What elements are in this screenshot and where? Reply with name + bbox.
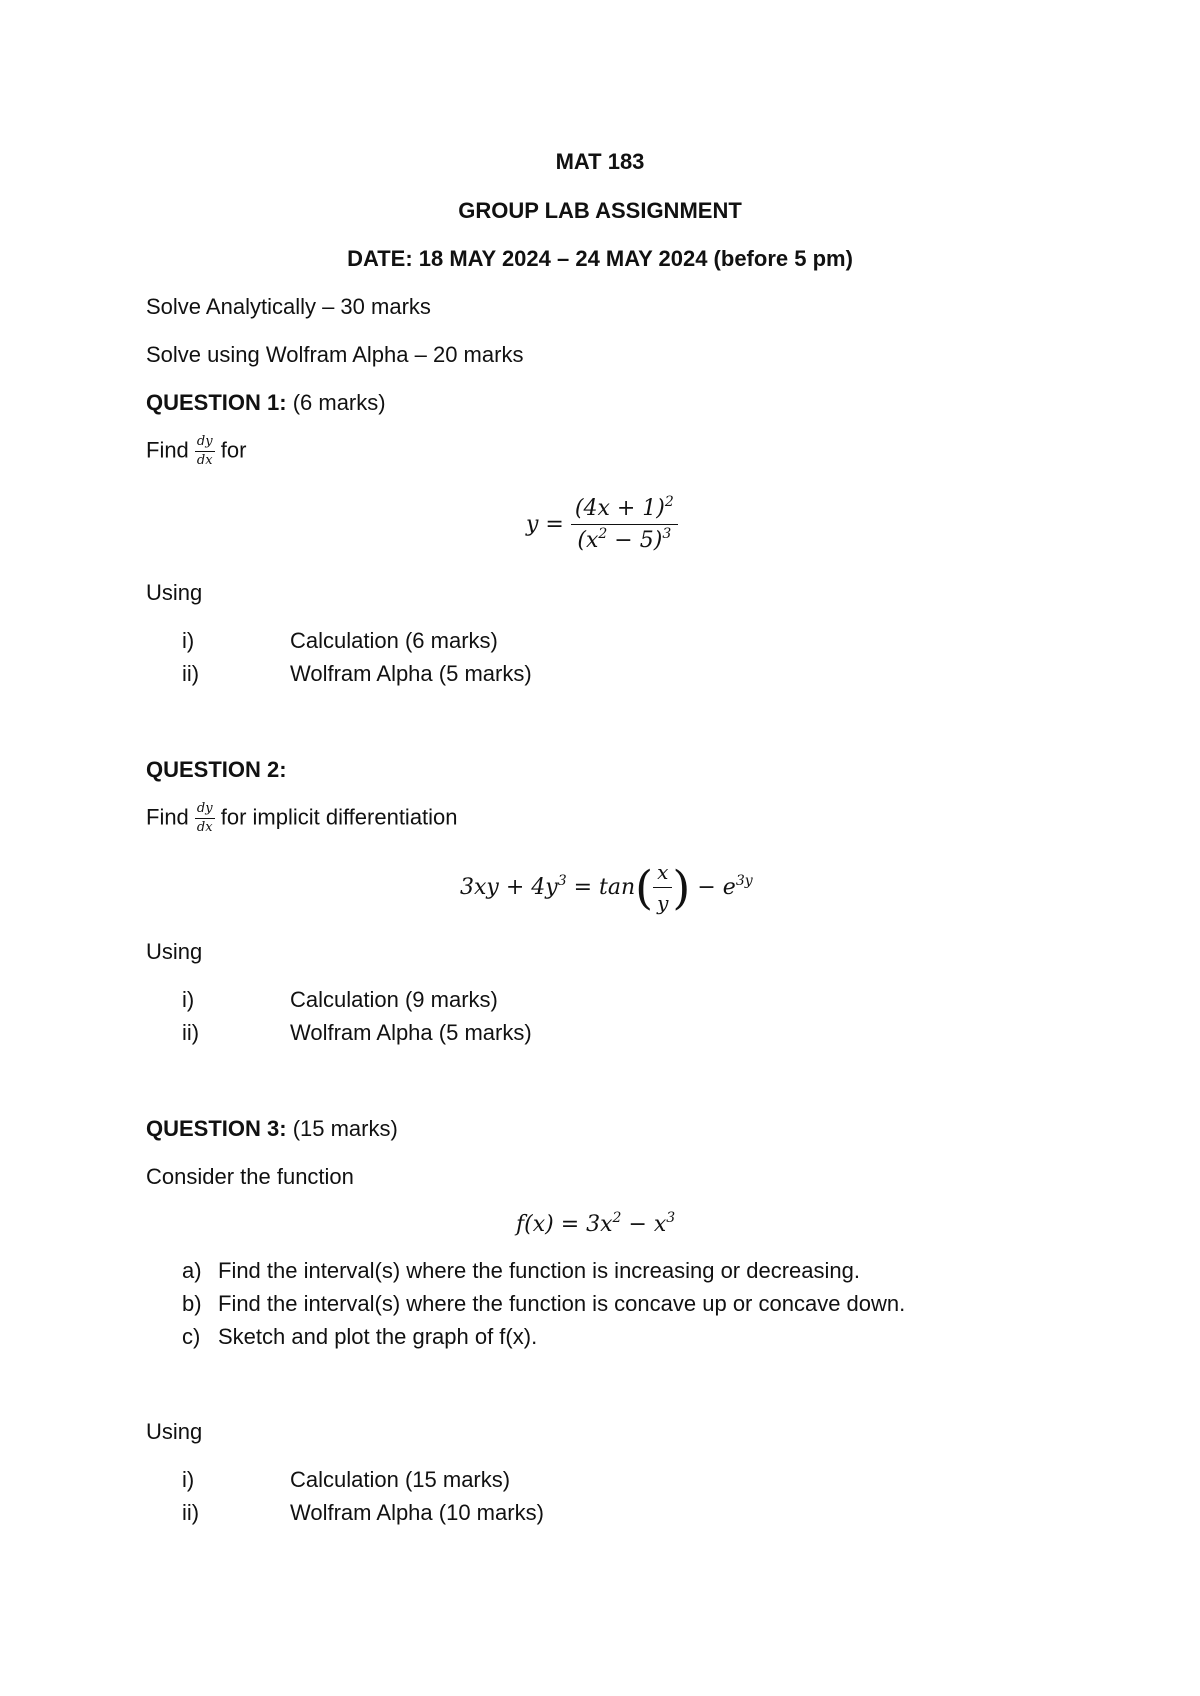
q1-eq-num-text: (4x + 1) xyxy=(574,496,665,521)
q1-eq-fraction xyxy=(571,496,678,553)
q1-dx: dx xyxy=(196,453,213,468)
q3-eq-b-exp: 3 xyxy=(666,1210,676,1226)
q1-eq-num-exp: 2 xyxy=(664,494,674,510)
q2-item-2-text: Wolfram Alpha (5 marks) xyxy=(290,1020,532,1045)
q2-eq-c xyxy=(690,875,752,900)
q1-eq-denominator xyxy=(571,525,678,553)
q2-item-1-text: Calculation (9 marks) xyxy=(290,987,498,1012)
q3-part-b xyxy=(182,1291,905,1317)
q3-equation xyxy=(516,1212,675,1237)
q1-eq-numerator xyxy=(571,496,678,525)
q2-dy: dy xyxy=(195,801,215,819)
q2-dydx-fraction xyxy=(195,801,215,836)
q1-eq-den-exp1: 2 xyxy=(598,526,608,542)
q2-eq-frac-num: x xyxy=(653,860,672,888)
q2-eq-a-exp: 3 xyxy=(557,873,567,889)
q3-part-a-text: Find the interval(s) where the function is increasing or decreasing. xyxy=(218,1258,860,1283)
q3-heading-line xyxy=(146,1116,398,1142)
q1-eq-den-mid: − 5) xyxy=(607,528,663,553)
assignment-title: GROUP LAB ASSIGNMENT xyxy=(458,198,742,223)
q3-marks: (15 marks) xyxy=(286,1116,398,1141)
q2-find-label: Find xyxy=(146,804,189,830)
q3-part-b-text: Find the interval(s) where the function is concave up or concave down. xyxy=(218,1291,906,1316)
q2-dx: dx xyxy=(196,820,213,835)
q1-item-2-text: Wolfram Alpha (5 marks) xyxy=(290,661,532,686)
q3-item-2-index: ii) xyxy=(182,1500,200,1525)
q2-find-line xyxy=(146,801,458,836)
q1-eq-lhs: y = xyxy=(526,512,564,537)
q3-item-2-text: Wolfram Alpha (10 marks) xyxy=(290,1500,544,1525)
q3-eq-a-text: f(x) = 3x xyxy=(516,1212,613,1237)
q2-eq-xy-fraction xyxy=(653,860,672,915)
q1-find-line xyxy=(146,434,246,469)
q3-item-1 xyxy=(182,1467,510,1493)
q3-intro: Consider the function xyxy=(146,1164,354,1189)
q2-item-1 xyxy=(182,987,498,1013)
instruction-wolfram: Solve using Wolfram Alpha – 20 marks xyxy=(146,342,524,367)
q2-eq-a-text: 3xy + 4y xyxy=(460,875,558,900)
q2-eq-c-exp: 3y xyxy=(735,873,753,889)
q3-part-a xyxy=(182,1258,860,1284)
q1-marks: (6 marks) xyxy=(286,390,386,415)
q1-item-2-index: ii) xyxy=(182,661,200,686)
q1-dy: dy xyxy=(195,434,215,452)
q3-eq-b-text: − x xyxy=(621,1212,667,1237)
q3-eq-a-exp: 2 xyxy=(612,1210,622,1226)
q2-eq-left-paren: ( xyxy=(635,860,654,915)
q2-eq-right-paren: ) xyxy=(672,860,691,915)
q2-equation xyxy=(460,860,753,915)
q3-item-1-index: i) xyxy=(182,1467,195,1492)
q1-dydx-fraction xyxy=(195,434,215,469)
q1-using: Using xyxy=(146,580,203,605)
q3-part-c-label: c) xyxy=(182,1324,201,1349)
q1-for-label: for xyxy=(220,437,247,463)
q3-item-2 xyxy=(182,1500,544,1526)
q2-using: Using xyxy=(146,939,203,964)
q2-eq-c-text: − e xyxy=(690,875,736,900)
q1-item-1-index: i) xyxy=(182,628,195,653)
q2-eq-b-text: = tan xyxy=(566,875,636,900)
q1-item-1 xyxy=(182,628,498,654)
q3-part-c-text: Sketch and plot the graph of f(x). xyxy=(218,1324,538,1349)
q1-equation xyxy=(526,496,678,553)
q1-heading-line xyxy=(146,390,386,416)
q1-item-1-text: Calculation (6 marks) xyxy=(290,628,498,653)
course-code: MAT 183 xyxy=(555,149,645,174)
q1-heading: QUESTION 1: xyxy=(146,390,287,415)
q3-part-c xyxy=(182,1324,537,1350)
q2-item-2-index: ii) xyxy=(182,1020,200,1045)
q1-eq-den-exp2: 3 xyxy=(662,526,672,542)
q3-heading: QUESTION 3: xyxy=(146,1116,287,1141)
q3-item-1-text: Calculation (15 marks) xyxy=(290,1467,511,1492)
q3-using: Using xyxy=(146,1419,203,1444)
q3-part-a-label: a) xyxy=(182,1258,202,1283)
q1-find-label: Find xyxy=(146,437,189,463)
q3-part-b-label: b) xyxy=(182,1291,202,1316)
q2-item-2 xyxy=(182,1020,532,1046)
q1-eq-den-text: (x xyxy=(577,528,599,553)
q2-item-1-index: i) xyxy=(182,987,195,1012)
q2-for-label: for implicit differentiation xyxy=(220,804,458,830)
q2-eq-a xyxy=(460,875,635,900)
instruction-analytic: Solve Analytically – 30 marks xyxy=(146,294,431,319)
due-date: DATE: 18 MAY 2024 – 24 MAY 2024 (before 5 pm) xyxy=(347,246,853,271)
q2-heading: QUESTION 2: xyxy=(146,757,287,782)
q1-item-2 xyxy=(182,661,532,687)
q2-eq-frac-den: y xyxy=(657,891,669,915)
